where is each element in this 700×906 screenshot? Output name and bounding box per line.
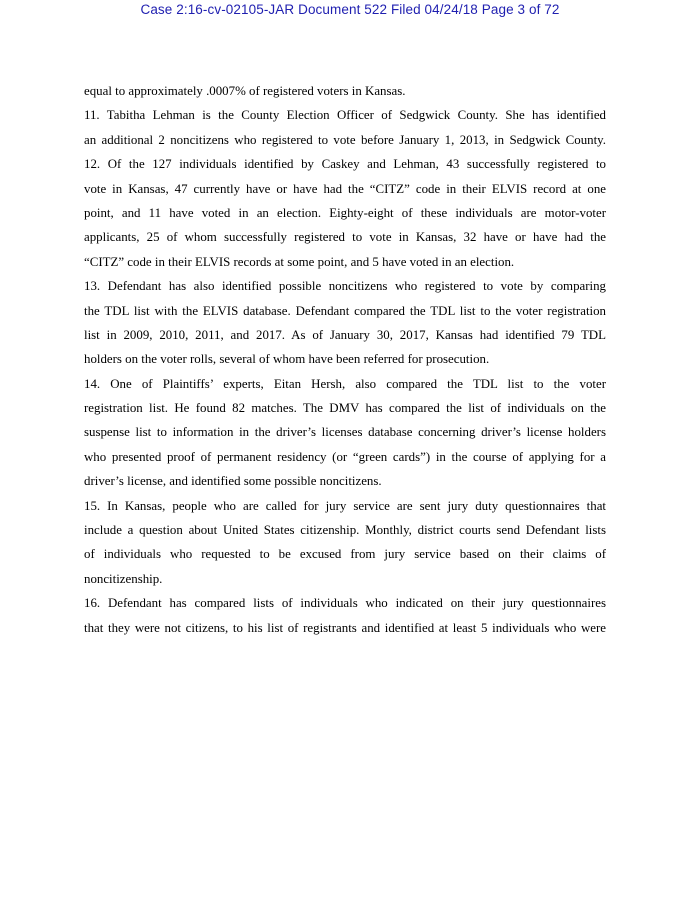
text-line: 16. Defendant has compared lists of individuals who indicated on their jury questionnaires <box>84 596 606 611</box>
text-line: of individuals who requested to be excused from jury service based on their claims of <box>84 547 606 562</box>
text-line: that they were not citizens, to his list of registrants and identified at least 5 individuals who were <box>84 620 606 635</box>
text-line: registration list. He found 82 matches. The DMV has compared the list of individuals on the <box>84 401 606 416</box>
document-body <box>84 79 606 640</box>
text-line: vote in Kansas, 47 currently have or have had the “CITZ” code in their ELVIS record at one <box>84 181 606 196</box>
text-line: an additional 2 noncitizens who registered to vote before January 1, 2013, in Sedgwick County. <box>84 132 606 147</box>
text-line: applicants, 25 of whom successfully registered to vote in Kansas, 32 have or have had the <box>84 230 606 245</box>
text-line: 11. Tabitha Lehman is the County Election Officer of Sedgwick County. She has identified <box>84 108 606 123</box>
text-line: include a question about United States citizenship. Monthly, district courts send Defendant lists <box>84 523 606 538</box>
text-line: list in 2009, 2010, 2011, and 2017. As of January 30, 2017, Kansas had identified 79 TDL <box>84 327 606 342</box>
case-header-stamp: Case 2:16-cv-02105-JAR Document 522 Filed 04/24/18 Page 3 of 72 <box>140 2 560 17</box>
text-line: 12. Of the 127 individuals identified by Caskey and Lehman, 43 successfully registered to <box>84 157 606 172</box>
text-line: 15. In Kansas, people who are called for jury service are sent jury duty questionnaires that <box>84 498 606 513</box>
text-line: holders on the voter rolls, several of whom have been referred for prosecution. <box>84 352 490 367</box>
text-line: the TDL list with the ELVIS database. Defendant compared the TDL list to the voter registration <box>84 303 606 318</box>
text-line: 14. One of Plaintiffs’ experts, Eitan Hersh, also compared the TDL list to the voter <box>84 376 606 391</box>
text-line: equal to approximately .0007% of registered voters in Kansas. <box>84 84 406 98</box>
text-line: 13. Defendant has also identified possible noncitizens who registered to vote by comparing <box>84 279 606 294</box>
text-line: driver’s license, and identified some possible noncitizens. <box>84 474 382 489</box>
text-line: who presented proof of permanent residency (or “green cards”) in the course of applying for a <box>84 449 606 464</box>
text-line: noncitizenship. <box>84 571 163 586</box>
text-line: “CITZ” code in their ELVIS records at some point, and 5 have voted in an election. <box>84 254 515 269</box>
text-line: suspense list to information in the driver’s licenses database concerning driver’s license holders <box>84 425 606 440</box>
text-line: point, and 11 have voted in an election. Eighty-eight of these individuals are motor-voter <box>84 205 606 220</box>
